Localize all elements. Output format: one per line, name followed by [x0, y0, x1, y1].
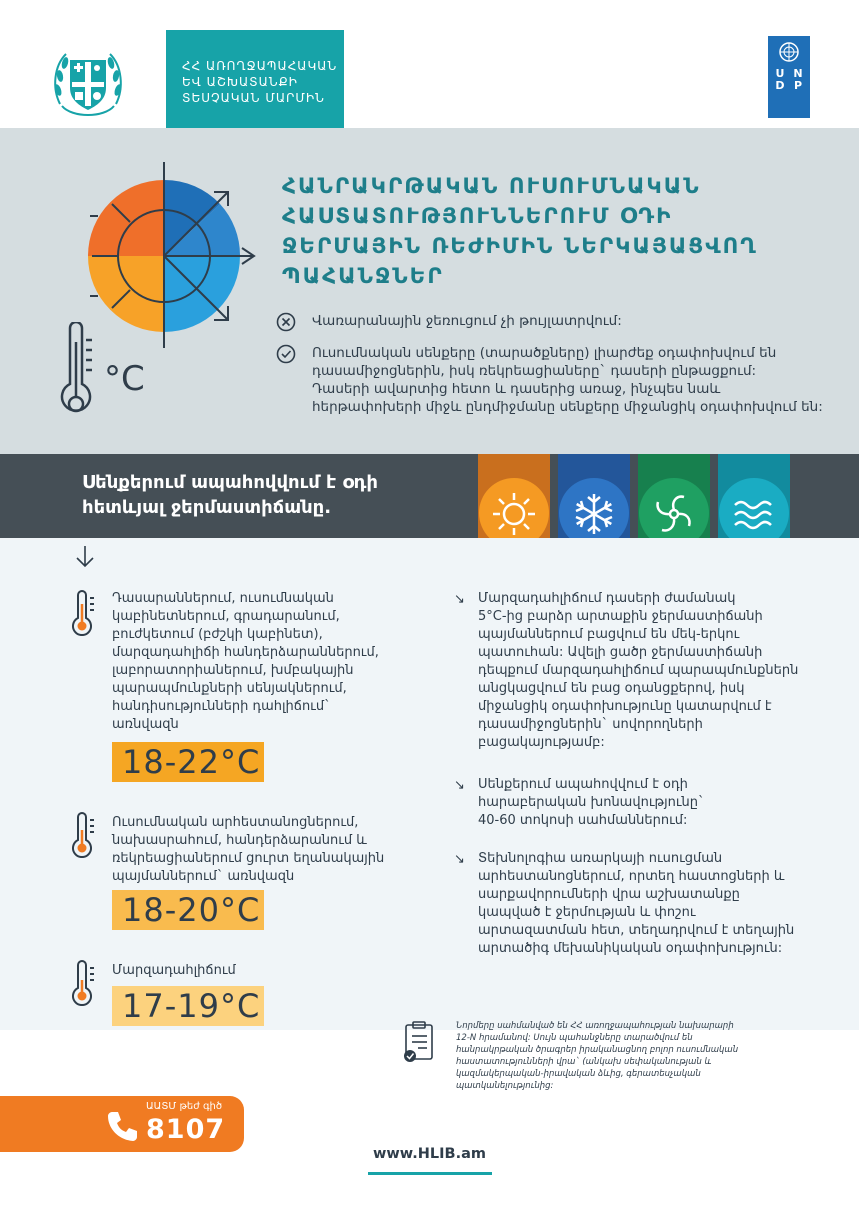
- right-item-line: դեպքում մարզադահլիճում պարապմունքներն: [478, 663, 799, 678]
- hotline-label: ԱԱՏՄ թեժ գիծ: [146, 1101, 223, 1112]
- band-title-line-2: հետևյալ ջերմաստիճանը.: [82, 497, 332, 518]
- title-line-2: ՀԱՍՏԱՏՈՒԹՅՈՒՆՆԵՐՈՒՄ ՕԴԻ: [282, 204, 673, 229]
- left-block-line: ռեկրեացիաներում ցուրտ եղանակային: [112, 851, 385, 866]
- footnote-line: կազմակերպական-իրավական ձևից, գերատեսչական: [456, 1069, 701, 1079]
- rule-allowed-line: Դասերի ավարտից հետո և դասերից առաջ, ինչպես նաև: [312, 381, 721, 397]
- right-item-line: Սենքերում ապահովվում է օդի: [478, 777, 688, 792]
- left-block-2-text: [112, 814, 412, 886]
- agency-name-line-2: ԵՎ ԱՇԽԱՏԱՆՔԻ: [182, 75, 298, 89]
- page-title: [282, 172, 842, 292]
- arrow-down-icon: [74, 544, 96, 570]
- right-item-line: հարաբերական խոնավությունը`: [478, 795, 705, 810]
- right-item-line: Մարզադահլիճում դասերի ժամանակ: [478, 591, 736, 606]
- right-item-line: սարքավորումների վրա աշխատանքը: [478, 887, 740, 902]
- thermometer-icon: [70, 590, 96, 636]
- left-block-line: նախասրահում, հանդերձարանում և: [112, 833, 367, 848]
- title-line-1: ՀԱՆՐԱԿՐԹԱԿԱՆ ՈՒՍՈՒՄՆԱԿԱՆ: [282, 174, 701, 199]
- agency-name-line-3: ՏԵՍՉԱԿԱՆ ՄԱՐՄԻՆ: [182, 91, 325, 105]
- right-item-line: Տեխնոլոգիա առարկայի ուսուցման: [478, 851, 723, 866]
- temperature-value-3: 17-19°C: [112, 986, 264, 1026]
- arrow-down-right-icon: ↘: [454, 778, 465, 793]
- undp-letter: D: [775, 79, 785, 92]
- arrow-down-right-icon: ↘: [454, 592, 465, 607]
- arrow-down-right-icon: ↘: [454, 852, 465, 867]
- undp-letters: [768, 68, 810, 92]
- left-block-line: առնվազն: [112, 717, 179, 732]
- left-block-line: Ուսումնական արհեստանոցներում,: [112, 815, 359, 830]
- website-link[interactable]: www.HLIB.am: [373, 1146, 486, 1162]
- ministry-emblem-logo: [48, 44, 128, 124]
- left-block-3-text: [112, 962, 412, 980]
- footnote: [456, 1020, 786, 1092]
- right-item-line: դասամիջոցներին` սովորողների: [478, 717, 703, 732]
- right-item-1: [454, 590, 814, 752]
- cross-circle-icon: [276, 312, 296, 332]
- right-item-line: արտածիգ մեխանիկական օդափոխություն:: [478, 941, 783, 956]
- phone-icon: [104, 1108, 140, 1144]
- temperature-value-1: 18-22°C: [112, 742, 264, 782]
- waves-icon: [731, 491, 777, 537]
- right-item-line: արտազատման հետ, տեղադրվում է տեղային: [478, 923, 795, 938]
- left-block-1-text: [112, 590, 412, 734]
- right-item-line: կապված է ջերմության և փոշու: [478, 905, 696, 920]
- sun-icon: [491, 491, 537, 537]
- right-item-line: արհեստանոցներում, որտեղ հաստոցների և: [478, 869, 785, 884]
- footnote-line: հաստատությունների վրա` (անկախ սեփականության և: [456, 1057, 712, 1067]
- footnote-line: հանրակրթական ծրագրեր իրականացնող բոլոր ուսումնական: [456, 1045, 739, 1055]
- right-item-line: անցկացվում են բաց օդանցքերով, իսկ: [478, 681, 745, 696]
- right-item-line: 5°C-ից բարձր արտաքին ջերմաստիճանի: [478, 609, 763, 624]
- title-line-4: ՊԱՀԱՆՋՆԵՐ: [282, 264, 444, 289]
- un-emblem-icon: [768, 36, 810, 66]
- title-line-3: ՋԵՐՄԱՅԻՆ ՌԵԺԻՄԻՆ ՆԵՐԿԱՅԱՑՎՈՂ: [282, 234, 758, 259]
- rule-allowed-line: Ուսումնական սենքերը (տարածքները) լիարժեք օդափոխվում են: [312, 345, 777, 361]
- rule-allowed-line: դասամիջոցներին, իսկ ռեկրեացիաները` դասերի ընթացքում:: [312, 363, 757, 379]
- right-item-line: պայմաններում բացվում են մեկ-երկու: [478, 627, 740, 642]
- left-block-line: հանդիսությունների դահլիճում`: [112, 699, 331, 714]
- rule-allowed: [276, 344, 846, 416]
- right-item-line: միջանցիկ օդափոխությունը կատարվում է: [478, 699, 772, 714]
- fan-icon: [651, 491, 697, 537]
- agency-name-box: [166, 30, 344, 136]
- hotline-number[interactable]: 8107: [146, 1114, 226, 1145]
- left-block-line: բուժկետում (բժշկի կաբինետ),: [112, 627, 323, 642]
- thermometer-celsius-icon: [56, 322, 166, 426]
- right-item-2: [454, 776, 814, 830]
- undp-letter: P: [793, 79, 803, 92]
- thermometer-icon: [70, 812, 96, 858]
- right-item-line: պատուհան: Ավելի ցածր ջերմաստիճանի: [478, 645, 763, 660]
- left-block-line: պարապմունքների սենյակներում,: [112, 681, 347, 696]
- left-block-line: պայմաններում` առնվազն: [112, 869, 295, 884]
- rule-allowed-line: հերթափոխերի միջև ընդմիջմանը սենքերը միջանցիկ օդափոխվում են:: [312, 399, 823, 415]
- snowflake-icon: [571, 491, 617, 537]
- website-underline: [368, 1172, 492, 1175]
- clipboard-check-icon: [400, 1020, 440, 1064]
- left-block-line: մարզադահլիճի հանդերձարաններում,: [112, 645, 379, 660]
- rule-forbidden-text: Վառարանային ջեռուցում չի թույլատրվում:: [312, 313, 622, 329]
- svg-text:°C: °C: [104, 359, 145, 399]
- right-item-line: 40-60 տոկոսի սահմաններում:: [478, 813, 688, 828]
- left-block-line: լաբորատորիաներում, խմբակային: [112, 663, 354, 678]
- left-block-line: Մարզադահլիճում: [112, 963, 236, 978]
- temperature-value-2: 18-20°C: [112, 890, 264, 930]
- right-item-line: բացակայությամբ:: [478, 735, 605, 750]
- right-item-3: [454, 850, 814, 958]
- footnote-line: 12-N հրամանով: Սույն պահանջները տարածվում են: [456, 1033, 693, 1043]
- thermometer-icon: [70, 960, 96, 1006]
- check-circle-icon: [276, 344, 296, 364]
- undp-letter: N: [793, 67, 803, 80]
- band-title-line-1: Սենքերում ապահովվում է օդի: [82, 472, 378, 493]
- band-title: [82, 470, 378, 520]
- left-block-line: Դասարաններում, ուսումնական: [112, 591, 334, 606]
- footnote-line: Նորմերը սահմանված են ՀՀ առողջապահության նախարարի: [456, 1021, 734, 1031]
- undp-letter: U: [775, 67, 785, 80]
- agency-name-line-1: ՀՀ ԱՌՈՂՋԱՊԱՀԱԿԱՆ: [182, 59, 338, 73]
- left-block-line: կաբինետներում, գրադարանում,: [112, 609, 340, 624]
- rule-forbidden: [276, 312, 846, 330]
- footnote-line: պատկանելությունից:: [456, 1081, 554, 1091]
